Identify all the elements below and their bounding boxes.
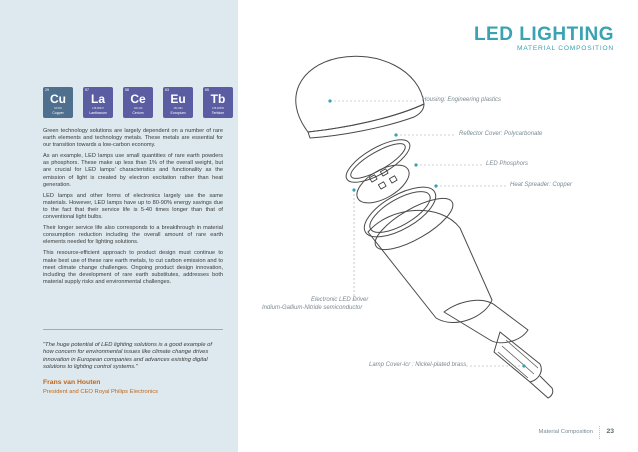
callout-led-driver-material: Indium-Gallium-Nitride semiconductor — [262, 305, 363, 311]
element-name: Lanthanum — [89, 111, 107, 115]
bulb-dome-rim — [308, 104, 424, 138]
callout-housing: Housing: Engineering plastics — [422, 97, 502, 103]
cap-contact — [530, 376, 553, 398]
reflector-cover — [340, 132, 415, 191]
led-bulb-exploded-diagram — [238, 0, 638, 452]
led-chip — [389, 176, 397, 183]
callout-dot — [414, 163, 417, 166]
callout-lamp-cover: Lamp Cover-Icr : Nickel-plated brass — [369, 362, 467, 368]
element-number: 29 — [45, 88, 49, 92]
element-symbol: Tb — [210, 92, 226, 106]
element-name: Europium — [170, 111, 186, 115]
element-mass: 158.92535 — [212, 107, 224, 110]
callout-led-driver: Electronic LED Driver — [311, 297, 369, 303]
paragraph: As an example, LED lamps use small quantities of rare earth powders as phosphors. These make up less than 1% of the overall weight, but are crucial for LED lamps' characteristics and functionality as the emission of light is created by electron excitation rather than heat generation. — [43, 153, 223, 188]
element-mass: 151.964 — [173, 107, 183, 110]
element-name: Copper — [52, 111, 64, 115]
element-tile-cerium — [123, 87, 153, 118]
element-number: 57 — [85, 88, 89, 92]
element-tile-europium — [163, 87, 193, 118]
quote-author: Frans van Houten — [43, 379, 101, 386]
led-chip — [378, 182, 386, 189]
element-symbol: Ce — [130, 92, 146, 106]
element-tile-terbium — [203, 87, 233, 118]
paragraph: This resource-efficient approach to product design must continue to make best use of these rare earth metals, to cut carbon emission and to meet climate change challenges. Ongoing product design innovation, including the development of rare earth substitutes, addresses both material supply risks and environmental challenges. — [43, 250, 223, 285]
callout-led-phosphors: LED Phosphors — [486, 161, 529, 167]
element-mass: 138.90547 — [92, 107, 104, 110]
element-number: 58 — [125, 88, 129, 92]
footer-section-label: Material Composition — [538, 429, 593, 435]
callout-heat-spreader: Heat Spreader: Copper — [510, 182, 573, 188]
page-number: 23 — [606, 428, 614, 435]
heat-spreader — [357, 177, 443, 246]
driver-housing — [444, 300, 528, 342]
element-symbol: Cu — [50, 92, 66, 106]
footer-separator — [599, 426, 601, 439]
element-tile-lanthanum — [83, 87, 113, 118]
callout-dot — [522, 364, 525, 367]
callout-dot — [328, 99, 331, 102]
element-symbol: La — [90, 92, 105, 106]
element-name: Terbium — [211, 111, 225, 115]
quote-author-title: President and CEO Royal Philips Electronics — [43, 389, 159, 395]
element-symbol: Eu — [170, 92, 186, 106]
callout-dot — [352, 188, 355, 191]
callout-dot — [434, 184, 437, 187]
paragraph: Green technology solutions are largely dependent on a number of rare earth elements and technology metals. These metals are essential for our transition towards a low-carbon economy. — [43, 128, 223, 149]
element-tile-copper — [43, 87, 73, 118]
left-info-panel — [0, 0, 238, 452]
paragraph: Their longer service life also corresponds to a breakthrough in material consumption reduction including the overall amount of rare earth elements needed for lighting solutions. — [43, 225, 223, 246]
element-number: 65 — [205, 88, 209, 92]
paragraph: LED lamps and other forms of electronics largely use the same materials. However, LED lamps have up to 80-90% energy savings due to the fact that their service life is 5-40 times longer than that of conventional light bulbs. — [43, 192, 223, 221]
element-number: 63 — [165, 88, 169, 92]
page-subtitle: MATERIAL COMPOSITION — [517, 45, 614, 52]
quote-text: "The huge potential of LED lighting solutions is a good example of how concern for environmental issues like climate change drives innovation in European companies and advances existing digital solutions to lighting control systems." — [43, 342, 212, 371]
periodic-element-tiles — [43, 87, 233, 118]
element-mass: 63.546 — [54, 107, 62, 110]
body-text — [43, 128, 223, 290]
divider — [43, 329, 223, 330]
callout-dot — [394, 133, 397, 136]
page-title: LED LIGHTING — [473, 24, 614, 45]
heat-sink-body — [368, 210, 492, 322]
element-name: Cerium — [132, 111, 144, 115]
callout-reflector-cover: Reflector Cover: Polycarbonate — [459, 131, 543, 137]
element-mass: 140.116 — [133, 107, 143, 110]
heat-spreader-inner — [364, 184, 436, 241]
